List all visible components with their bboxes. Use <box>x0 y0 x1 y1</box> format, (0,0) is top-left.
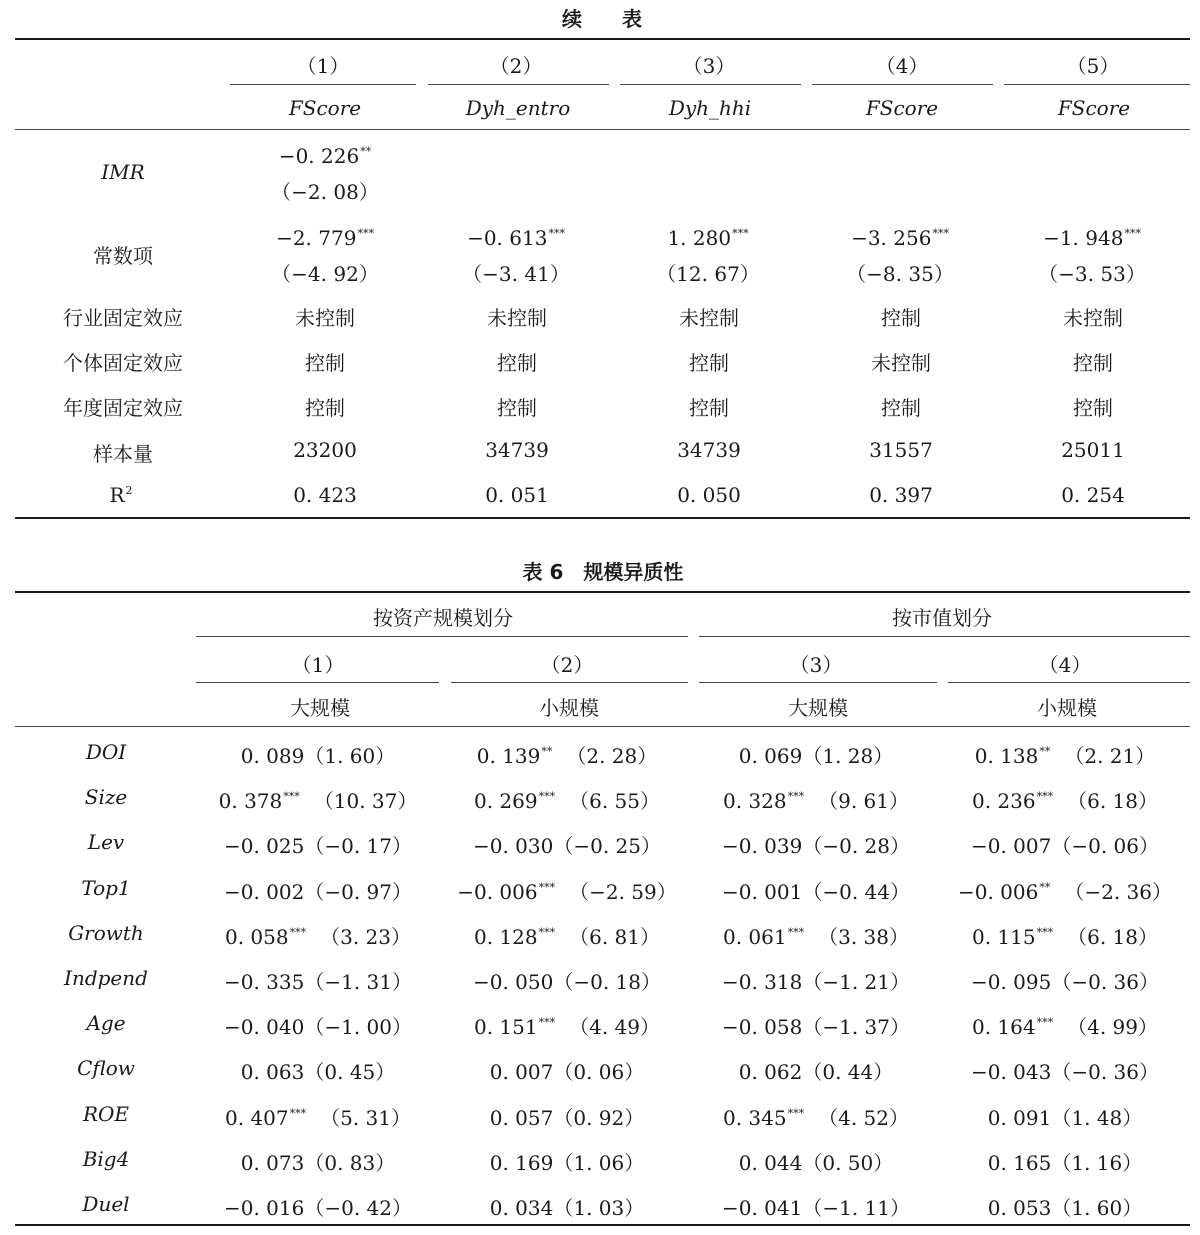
coef: 0. 058 <box>224 925 289 949</box>
table5-bottom-rule <box>15 517 1190 519</box>
significance-stars: *** <box>548 227 565 240</box>
col-underline <box>451 682 688 683</box>
row-label-r2 <box>109 483 132 507</box>
dep-var: Dyh_entro <box>465 96 571 120</box>
row-label: Size <box>84 785 128 809</box>
significance-stars: *** <box>283 790 300 803</box>
t-stat: （4. 49） <box>569 1015 661 1039</box>
t-stat: （−0. 28） <box>802 834 911 858</box>
row-label: 样本量 <box>93 442 153 466</box>
significance-stars: *** <box>932 227 949 240</box>
group-underline <box>196 636 688 637</box>
t-stat: （−0. 44） <box>802 880 911 904</box>
group-header-asset-size: 按资产规模划分 <box>373 606 513 630</box>
table-cell <box>971 1056 1159 1085</box>
table-cell: 控制 <box>497 396 537 420</box>
const-t-cell: （−3. 41） <box>462 262 570 286</box>
coef: −0. 002 <box>223 880 305 904</box>
col-number: （5） <box>1066 54 1120 78</box>
table-cell <box>490 1192 645 1221</box>
significance-stars: *** <box>787 790 805 803</box>
table-cell: 未控制 <box>679 306 739 330</box>
table6-bottom-rule <box>15 1224 1190 1226</box>
significance-stars: *** <box>538 926 556 939</box>
col-underline <box>812 84 993 85</box>
table-cell <box>739 1147 894 1176</box>
t-stat: （−1. 11） <box>802 1196 911 1220</box>
coef: 0. 073 <box>240 1151 305 1175</box>
table-cell <box>722 876 910 905</box>
col-underline <box>948 682 1190 683</box>
group-underline <box>699 636 1190 637</box>
t-stat: （0. 50） <box>802 1151 894 1175</box>
col-number: （3） <box>789 653 843 677</box>
row-label: Lev <box>87 830 125 854</box>
coef: 0. 236 <box>971 789 1036 813</box>
coef: −0. 030 <box>472 834 554 858</box>
significance-stars: ** <box>1039 745 1051 758</box>
coef: 0. 053 <box>987 1196 1052 1220</box>
coef: 0. 151 <box>473 1015 538 1039</box>
coef: 0. 128 <box>473 925 538 949</box>
table-cell <box>490 1056 645 1085</box>
t-stat: （−0. 06） <box>1051 834 1160 858</box>
significance-stars: *** <box>538 881 556 894</box>
table-cell <box>219 785 418 814</box>
imr-t-cell: （−2. 08） <box>271 180 379 204</box>
col-underline <box>428 84 609 85</box>
significance-stars: *** <box>538 790 556 803</box>
col-number: （2） <box>540 653 594 677</box>
table-cell <box>473 966 661 995</box>
coef: 0. 057 <box>489 1106 554 1130</box>
t-stat: （3. 38） <box>818 925 910 949</box>
coef: 0. 269 <box>473 789 538 813</box>
row-label: Growth <box>68 921 144 945</box>
table-cell <box>739 740 894 769</box>
t-stat: （−1. 37） <box>802 1015 911 1039</box>
table-cell <box>224 1192 412 1221</box>
table-cell <box>722 1011 910 1040</box>
row-label: Indpend <box>64 966 148 990</box>
table-cell: 控制 <box>497 351 537 375</box>
coef: 0. 165 <box>987 1151 1052 1175</box>
table-cell <box>490 1147 645 1176</box>
t-stat: （−1. 00） <box>304 1015 413 1039</box>
coef: 0. 407 <box>224 1106 289 1130</box>
t-stat: （0. 92） <box>553 1106 645 1130</box>
table-cell <box>473 830 661 859</box>
coef: −0. 006 <box>957 880 1039 904</box>
col-number: （1） <box>291 653 345 677</box>
coef: 0. 345 <box>722 1106 787 1130</box>
table-cell <box>457 876 677 905</box>
table-cell <box>241 1056 396 1085</box>
coef: −0. 016 <box>223 1196 305 1220</box>
const-coef-cell <box>851 226 949 250</box>
table-cell <box>723 1102 909 1131</box>
t-stat: （−2. 59） <box>569 880 677 904</box>
table-cell: 31557 <box>869 438 933 462</box>
t-stat: （0. 45） <box>304 1060 396 1084</box>
table-cell: 控制 <box>1073 396 1113 420</box>
table-cell <box>723 921 909 950</box>
t-stat: （0. 83） <box>304 1151 396 1175</box>
significance-stars: *** <box>1036 790 1054 803</box>
significance-stars: *** <box>787 926 805 939</box>
const-t-cell: （12. 67） <box>656 262 760 286</box>
table-cell: 未控制 <box>295 306 355 330</box>
coef: −0. 039 <box>721 834 803 858</box>
table-cell: 未控制 <box>871 351 931 375</box>
t-stat: （10. 37） <box>313 789 418 813</box>
col-underline <box>699 682 937 683</box>
table-cell: 25011 <box>1061 438 1125 462</box>
table5-title: 续 表 <box>562 7 642 31</box>
dep-var: FScore <box>288 96 362 120</box>
coef: 0. 062 <box>738 1060 803 1084</box>
const-coef-cell <box>276 226 374 250</box>
dep-var: FScore <box>865 96 939 120</box>
table-cell: 控制 <box>689 351 729 375</box>
table-cell <box>474 1011 660 1040</box>
table-cell <box>225 921 411 950</box>
t-stat: （−0. 17） <box>304 834 413 858</box>
table-cell <box>988 1147 1143 1176</box>
t-stat: （0. 06） <box>553 1060 645 1084</box>
row-label: ROE <box>82 1102 130 1126</box>
table-cell: 控制 <box>689 396 729 420</box>
coef: 0. 378 <box>218 789 283 813</box>
col-label: 小规模 <box>1037 696 1097 720</box>
coef: 0. 328 <box>722 789 787 813</box>
table-cell <box>988 1192 1143 1221</box>
coef: −0. 335 <box>223 970 305 994</box>
t-stat: （1. 60） <box>1051 1196 1143 1220</box>
coef: −0. 006 <box>457 880 538 904</box>
coef: −0. 058 <box>721 1015 803 1039</box>
table-cell <box>477 740 658 769</box>
t-stat: （−1. 21） <box>802 970 911 994</box>
coef: 0. 164 <box>971 1015 1036 1039</box>
col-number: （2） <box>489 54 543 78</box>
table-cell: 控制 <box>305 396 345 420</box>
t-stat: （2. 28） <box>566 744 658 768</box>
table-cell <box>722 830 910 859</box>
col-number: （3） <box>682 54 736 78</box>
significance-stars: *** <box>289 1107 307 1120</box>
t-stat: （−0. 42） <box>304 1196 413 1220</box>
coef: −0. 007 <box>970 834 1052 858</box>
t-stat: （0. 44） <box>802 1060 894 1084</box>
coef: 0. 061 <box>722 925 787 949</box>
coef: 0. 115 <box>971 925 1036 949</box>
coef: −3. 256 <box>851 226 932 250</box>
table6-header-rule <box>15 726 1190 727</box>
t-stat: （6. 81） <box>569 925 661 949</box>
const-t-cell: （−8. 35） <box>846 262 954 286</box>
row-label: 年度固定效应 <box>63 396 183 420</box>
table-cell <box>971 966 1159 995</box>
t-stat: （2. 21） <box>1064 744 1156 768</box>
table-cell: 0. 397 <box>869 483 933 507</box>
t-stat: （6. 55） <box>569 789 661 813</box>
row-label: Duel <box>82 1192 130 1216</box>
table-cell: 0. 050 <box>677 483 741 507</box>
const-t-cell: （−3. 53） <box>1038 262 1146 286</box>
t-stat: （6. 18） <box>1067 789 1159 813</box>
significance-stars: *** <box>1036 1016 1054 1029</box>
significance-stars: *** <box>787 1107 805 1120</box>
row-label: Top1 <box>81 876 131 900</box>
col-number: （4） <box>875 54 929 78</box>
significance-stars: *** <box>289 926 307 939</box>
table-cell: 34739 <box>677 438 741 462</box>
coef: 0. 063 <box>240 1060 305 1084</box>
table-cell <box>722 966 910 995</box>
t-stat: （−1. 31） <box>304 970 413 994</box>
row-label-constant: 常数项 <box>93 244 153 268</box>
significance-stars: *** <box>538 1016 556 1029</box>
coef: 0. 007 <box>489 1060 554 1084</box>
table-cell <box>241 740 396 769</box>
coef: 0. 069 <box>738 744 803 768</box>
col-label: 小规模 <box>539 696 599 720</box>
col-number: （4） <box>1038 653 1092 677</box>
col-number: （1） <box>296 54 350 78</box>
row-label: 行业固定效应 <box>63 306 183 330</box>
t-stat: （1. 48） <box>1051 1106 1143 1130</box>
table-cell <box>972 921 1158 950</box>
t-stat: （−2. 36） <box>1064 880 1173 904</box>
t-stat: （−0. 18） <box>553 970 662 994</box>
t-stat: （−0. 36） <box>1051 970 1160 994</box>
coef: −0. 025 <box>223 834 305 858</box>
col-underline <box>1004 84 1190 85</box>
table-cell <box>988 1102 1143 1131</box>
t-stat: （1. 16） <box>1051 1151 1143 1175</box>
col-label: 大规模 <box>788 696 848 720</box>
col-underline <box>620 84 801 85</box>
coef: 1. 280 <box>667 226 732 250</box>
table-cell: 控制 <box>1073 351 1113 375</box>
table-cell <box>972 1011 1158 1040</box>
coef: 0. 139 <box>476 744 541 768</box>
table-cell <box>224 1011 412 1040</box>
table-cell <box>241 1147 396 1176</box>
row-label: 个体固定效应 <box>63 351 183 375</box>
coef: −1. 948 <box>1043 226 1124 250</box>
coef: 0. 091 <box>987 1106 1052 1130</box>
t-stat: （1. 03） <box>553 1196 645 1220</box>
coef: −0. 043 <box>970 1060 1052 1084</box>
coef: 0. 138 <box>974 744 1039 768</box>
col-underline <box>230 84 416 85</box>
col-label: 大规模 <box>290 696 350 720</box>
table-cell <box>224 830 412 859</box>
coef: −0. 001 <box>721 880 803 904</box>
t-stat: （6. 18） <box>1067 925 1159 949</box>
t-stat: （5. 31） <box>320 1106 412 1130</box>
t-stat: （4. 52） <box>818 1106 910 1130</box>
significance-stars: *** <box>1124 227 1141 240</box>
coef: 0. 034 <box>489 1196 554 1220</box>
const-coef-cell <box>467 226 565 250</box>
coef: −0. 041 <box>721 1196 803 1220</box>
table-cell <box>490 1102 645 1131</box>
t-stat: （−0. 36） <box>1051 1060 1160 1084</box>
table-cell: 0. 254 <box>1061 483 1125 507</box>
t-stat: （−0. 25） <box>553 834 662 858</box>
t-stat: （−0. 97） <box>304 880 413 904</box>
table-cell: 控制 <box>881 306 921 330</box>
row-label: Age <box>86 1011 126 1035</box>
coef: −2. 779 <box>276 226 357 250</box>
row-label-imr: IMR <box>101 160 145 184</box>
table-cell: 34739 <box>485 438 549 462</box>
table-cell <box>972 785 1158 814</box>
significance-stars: ** <box>1039 881 1051 894</box>
dep-var: Dyh_hhi <box>668 96 752 120</box>
table-cell <box>224 876 412 905</box>
row-label: Big4 <box>82 1147 130 1171</box>
row-label: DOI <box>85 740 127 764</box>
r2-letter: R <box>109 483 125 507</box>
table5-top-rule <box>15 38 1190 40</box>
t-stat: （1. 06） <box>553 1151 645 1175</box>
t-stat: （1. 60） <box>304 744 396 768</box>
table-cell <box>739 1056 894 1085</box>
table5-header-rule <box>15 129 1190 130</box>
table-cell: 23200 <box>293 438 357 462</box>
significance-stars: ** <box>360 145 372 158</box>
coef: −0. 613 <box>467 226 548 250</box>
coef: −0. 050 <box>472 970 554 994</box>
significance-stars: ** <box>541 745 553 758</box>
table-cell <box>225 1102 411 1131</box>
const-coef-cell <box>1043 226 1141 250</box>
coef: −0. 226 <box>278 144 360 168</box>
table6-title: 表 6 规模异质性 <box>522 560 684 584</box>
col-underline <box>196 682 439 683</box>
const-coef-cell <box>667 226 748 250</box>
const-t-cell: （−4. 92） <box>271 262 379 286</box>
table-cell: 控制 <box>881 396 921 420</box>
significance-stars: *** <box>732 227 749 240</box>
imr-coef-cell <box>279 144 371 168</box>
group-header-market-value: 按市值划分 <box>892 606 992 630</box>
coef: −0. 095 <box>970 970 1052 994</box>
t-stat: （9. 61） <box>818 789 910 813</box>
table-cell: 未控制 <box>1063 306 1123 330</box>
dep-var: FScore <box>1057 96 1131 120</box>
table-cell <box>474 921 660 950</box>
coef: 0. 044 <box>738 1151 803 1175</box>
table-cell <box>224 966 412 995</box>
significance-stars: *** <box>357 227 374 240</box>
coef: −0. 318 <box>721 970 803 994</box>
table-cell <box>971 830 1159 859</box>
t-stat: （4. 99） <box>1067 1015 1159 1039</box>
t-stat: （3. 23） <box>320 925 412 949</box>
table-cell <box>958 876 1172 905</box>
coef: 0. 169 <box>489 1151 554 1175</box>
r2-superscript: 2 <box>125 484 133 497</box>
table-cell: 未控制 <box>487 306 547 330</box>
coef: −0. 040 <box>223 1015 305 1039</box>
table-cell <box>474 785 660 814</box>
coef: 0. 089 <box>240 744 305 768</box>
t-stat: （1. 28） <box>802 744 894 768</box>
table-cell: 0. 051 <box>485 483 549 507</box>
table-cell: 控制 <box>305 351 345 375</box>
table-cell <box>722 1192 910 1221</box>
significance-stars: *** <box>1036 926 1054 939</box>
table-cell <box>975 740 1156 769</box>
table-cell: 0. 423 <box>293 483 357 507</box>
table-cell <box>723 785 909 814</box>
table6-top-rule <box>15 591 1190 593</box>
row-label: Cflow <box>77 1056 135 1080</box>
